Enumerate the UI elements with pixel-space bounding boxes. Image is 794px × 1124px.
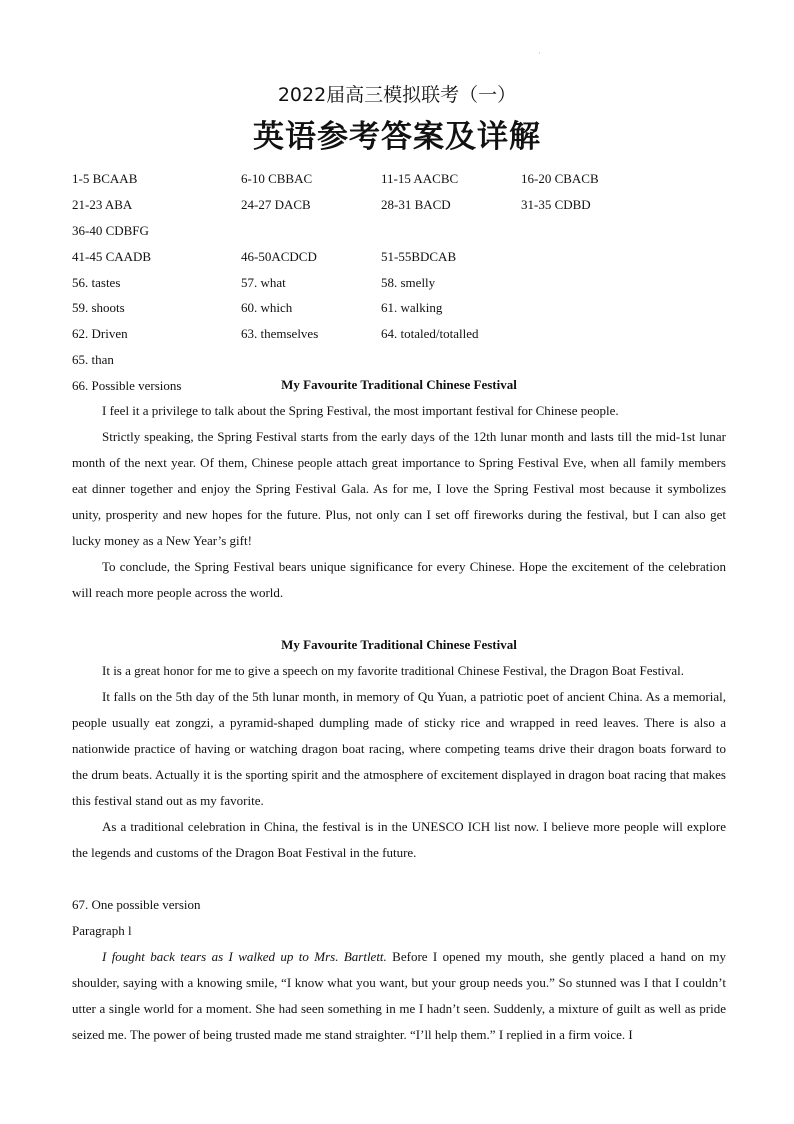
answer-cell: 36-40 CDBFG: [72, 222, 149, 238]
continuation-writing: [72, 892, 726, 1048]
essay-paragraph: I feel it a privilege to talk about the Spring Festival, the most important festival for Chinese people.: [102, 403, 619, 418]
essay-paragraph: To conclude, the Spring Festival bears unique significance for every Chinese. Hope the excitement of the celebration will reach more people across the world.: [72, 559, 726, 600]
essay-paragraph: As a traditional celebration in China, the festival is in the UNESCO ICH list now. I believe more people will explore the legends and customs of the Dragon Boat Festival in the future.: [72, 819, 726, 860]
corner-dot: ·: [538, 49, 541, 58]
page-title: 英语参考答案及详解: [253, 119, 541, 155]
answer-cell: 46-50ACDCD: [241, 248, 317, 264]
answer-cell: 59. shoots: [72, 300, 125, 316]
answer-cell: 6-10 CBBAC: [241, 171, 313, 186]
given-opening-sentence: I fought back tears as I walked up to Mrs. Bartlett.: [102, 949, 387, 964]
answer-row: [72, 218, 732, 244]
answer-cell: 16-20 CBACB: [521, 171, 599, 186]
essays-section: [72, 372, 726, 1048]
answer-cell: 24-27 DACB: [241, 196, 311, 212]
answer-cell: 60. which: [241, 300, 293, 316]
essay-title: My Favourite Traditional Chinese Festival: [281, 377, 517, 392]
answer-row: [72, 321, 732, 347]
spacer: [72, 866, 726, 892]
answer-cell: 56. tastes: [72, 274, 121, 290]
essay-paragraph: It is a great honor for me to give a speech on my favorite traditional Chinese Festival, the Dragon Boat Festival.: [102, 663, 684, 678]
answer-cell: 58. smelly: [381, 274, 436, 290]
section-label: 67. One possible version: [72, 897, 201, 912]
answer-row: [72, 166, 732, 192]
answer-row: [72, 270, 732, 296]
essay-two: [72, 632, 726, 866]
answer-cell: 61. walking: [381, 300, 443, 316]
answer-cell: 1-5 BCAAB: [72, 171, 138, 186]
answer-cell: 21-23 ABA: [72, 196, 133, 212]
essay-one: [72, 372, 726, 606]
essay-paragraph: Strictly speaking, the Spring Festival starts from the early days of the 12th lunar month and lasts till the mid-1st lunar month of the next year. Of them, Chinese people attach great importance to Spring Festival Eve, when all family members eat dinner together and enjoy the Spring Festival Gala. As for me, I love the Spring Festival most because it symbolizes unity, prosperity and new hopes for the future. Plus, not only can I set off fireworks during the festival, but I can also get lucky money as a New Year’s gift!: [72, 429, 726, 548]
continuation-paragraph: [72, 944, 726, 1048]
answer-cell: 65. than: [72, 352, 114, 368]
answer-cell: 28-31 BACD: [381, 196, 451, 212]
answer-cell: 11-15 AACBC: [381, 171, 459, 186]
spacer: [72, 606, 726, 632]
answer-cell: 41-45 CAADB: [72, 248, 152, 264]
paragraph-label: Paragraph l: [72, 923, 132, 938]
essay-title: My Favourite Traditional Chinese Festival: [281, 637, 517, 652]
answer-cell: 66. Possible versions: [72, 378, 182, 394]
answer-cell: 64. totaled/totalled: [381, 326, 479, 342]
answer-row: [72, 347, 732, 373]
exam-subtitle: 2022届高三模拟联考（一）: [277, 84, 517, 106]
answer-row: [72, 192, 732, 218]
answer-cell: 63. themselves: [241, 326, 319, 342]
answer-row: [72, 295, 732, 321]
answer-cell: 51-55BDCAB: [381, 248, 457, 264]
answer-row: [72, 244, 732, 270]
answer-key-grid: [72, 166, 732, 399]
essay-paragraph: It falls on the 5th day of the 5th lunar month, in memory of Qu Yuan, a patriotic poet of ancient China. As a memorial, people usually eat zongzi, a pyramid-shaped dumpling made of sticky rice and wrapped in reed leaves. There is also a nationwide practice of having or watching dragon boat racing, where competing teams drive their dragon boats forward to the drum beats. Actually it is the sporting spirit and the atmosphere of excitement displayed in dragon boat racing that makes this festival stand out as my favorite.: [72, 689, 726, 808]
answer-cell: 62. Driven: [72, 326, 128, 342]
answer-cell: 57. what: [241, 274, 286, 290]
continuation-body: Before I opened my mouth, she gently placed a hand on my shoulder, saying with a knowing smile, “I know what you want, but your group needs you.” So stunned was I that I couldn’t utter a single world for a moment. She had seen something in me I hadn’t seen. Suddenly, a mixture of guilt as well as pride seized me. The power of being trusted made me stand straighter. “I’ll help them.” I replied in a firm voice. I: [72, 949, 726, 1042]
answer-cell: 31-35 CDBD: [521, 196, 591, 212]
